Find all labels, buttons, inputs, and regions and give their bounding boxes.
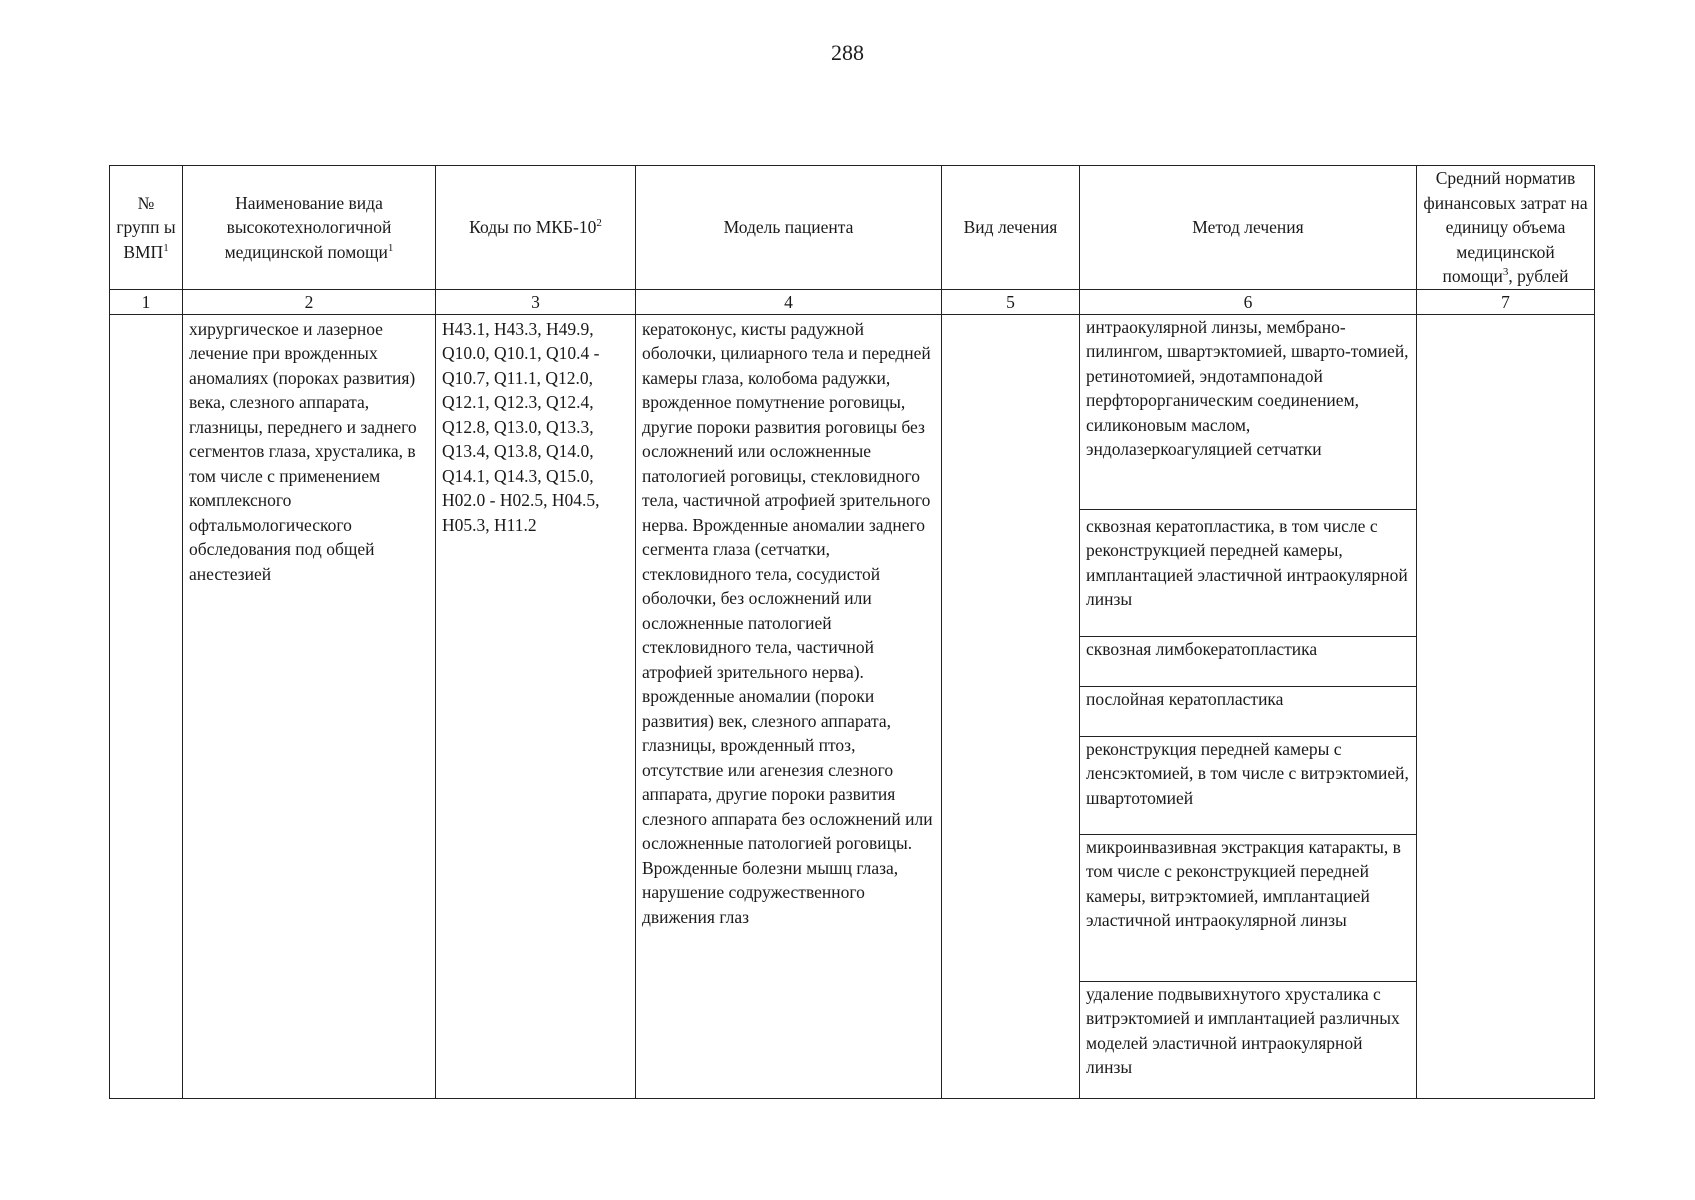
cost-cell bbox=[1417, 314, 1595, 1098]
header-icd-codes: Коды по МКБ-$10^2$ bbox=[436, 166, 636, 290]
method-item: сквозная кератопластика, в том числе с реконструкцией передней камеры, имплантацией эластичной интраокулярной линзы bbox=[1080, 510, 1416, 637]
method-item: удаление подвывихнутого хрусталика с витрэктомией и имплантацией различных моделей эластичной интраокулярной линзы bbox=[1086, 983, 1400, 1077]
vmp-table bbox=[109, 165, 1595, 1099]
page-number: 288 bbox=[831, 40, 864, 65]
header-treatment-type: Вид лечения bbox=[942, 166, 1080, 290]
patient-model-cell: кератоконус, кисты радужной оболочки, цилиарного тела и передней камеры глаза, колобома радужки, врожденное помутнение роговицы, другие пороки развития роговицы без осложнений или осложненные патологией роговицы, стекловидного тела, частичной атрофией зрительного нерва. Врожденные аномалии заднего сегмента глаза (сетчатки, стекловидного тела, сосудистой оболочки, без осложнений или осложненные патологией стекловидного тела, частичной атрофией зрительного нерва). врожденные аномалии (пороки развития) век, слезного аппарата, глазницы, врожденный птоз, отсутствие или агенезия слезного аппарата, другие пороки развития слезного аппарата без осложнений или осложненные патологией роговицы. Врожденные болезни мышц глаза, нарушение содружественного движения глаз bbox=[636, 314, 942, 1098]
method-item: интраокулярной линзы, мембрано-пилингом, швартэктомией, шварто-томией, ретинотомией, эндотампонадой перфторорганическим соединением, силиконовым маслом, эндолазеркоагуляцией сетчатки bbox=[1080, 315, 1416, 510]
method-item: сквозная лимбокератопластика bbox=[1080, 637, 1416, 687]
method-item: реконструкция передней камеры с ленсэктомией, в том числе с витрэктомией, швартотомией bbox=[1080, 737, 1416, 835]
header-treatment-method: Метод лечения bbox=[1080, 166, 1417, 290]
column-number: 1 bbox=[110, 289, 183, 314]
header-patient-model: Модель пациента bbox=[636, 166, 942, 290]
column-number: 5 bbox=[942, 289, 1080, 314]
group-no-cell bbox=[110, 314, 183, 1098]
column-number: 3 bbox=[436, 289, 636, 314]
header-cost: Средний норматив финансовых затрат на единицу объема медицинской помощи$^3$, рублей bbox=[1417, 166, 1595, 290]
icd-codes-cell: H43.1, H43.3, H49.9, Q10.0, Q10.1, Q10.4 - Q10.7, Q11.1, Q12.0, Q12.1, Q12.3, Q12.4, Q12.8, Q13.0, Q13.3, Q13.4, Q13.8, Q14.0, Q14.1, Q14.3, Q15.0, H02.0 - H02.5, H04.5, H05.3, H11.2 bbox=[436, 314, 636, 1098]
methods-list bbox=[1080, 315, 1416, 1080]
column-number: 2 bbox=[183, 289, 436, 314]
header-name: Наименование вида высокотехнологичной медицинской помощи$^1$ bbox=[183, 166, 436, 290]
treatment-methods-cell bbox=[1080, 314, 1417, 1098]
method-item: микроинвазивная экстракция катаракты, в том числе с реконструкцией передней камеры, витрэктомией, имплантацией эластичной интраокулярной линзы bbox=[1080, 835, 1416, 982]
table-row bbox=[110, 314, 1595, 1098]
header-group-no: № групп ы ВМП$^1$ bbox=[110, 166, 183, 290]
method-item: послойная кератопластика bbox=[1080, 687, 1416, 737]
name-cell: хирургическое и лазерное лечение при врожденных аномалиях (пороках развития) века, слезного аппарата, глазницы, переднего и заднего сегментов глаза, хрусталика, в том числе с применением комплексного офтальмологического обследования под общей анестезией bbox=[183, 314, 436, 1098]
column-number: 7 bbox=[1417, 289, 1595, 314]
header-row bbox=[110, 166, 1595, 290]
column-number: 6 bbox=[1080, 289, 1417, 314]
column-numbers-row bbox=[110, 289, 1595, 314]
column-number: 4 bbox=[636, 289, 942, 314]
treatment-type-cell bbox=[942, 314, 1080, 1098]
